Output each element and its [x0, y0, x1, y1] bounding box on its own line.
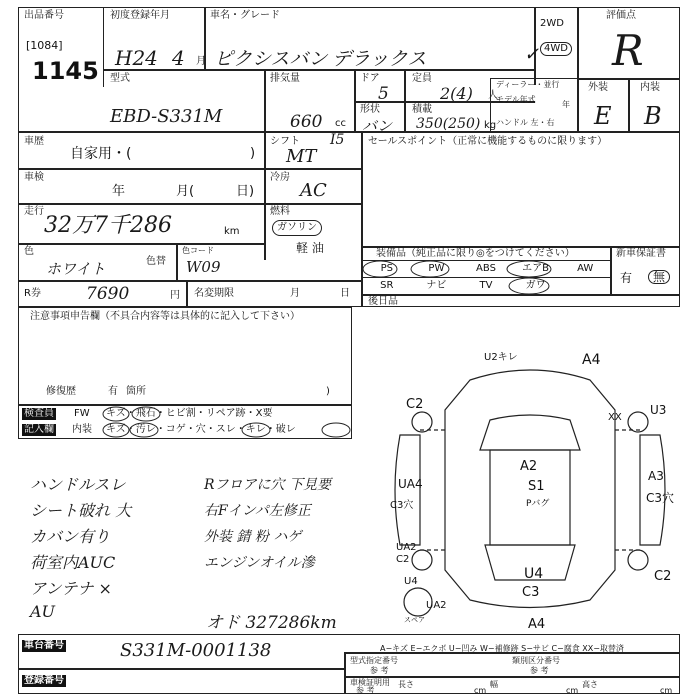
drive-check-mark: ✓ — [524, 44, 540, 65]
model-label: 型式 — [110, 73, 130, 84]
name-change-day: 日 — [340, 288, 350, 299]
aircon-label: 冷房 — [270, 172, 290, 183]
divider — [264, 69, 266, 132]
inspector-circles — [100, 404, 360, 440]
shift-value: MT — [286, 146, 317, 167]
lot-number: 1145 — [32, 57, 99, 85]
name-change-label: 名変期限 — [194, 288, 234, 299]
damage-mark: UA2 — [396, 542, 417, 553]
category-ref: 参 考 — [530, 666, 549, 675]
damage-mark: C3 — [522, 585, 540, 600]
chassis-label: 車台番号 — [24, 640, 64, 651]
damage-mark: XX — [608, 412, 622, 423]
repair-close: ) — [326, 386, 330, 397]
divider — [18, 243, 264, 245]
fuel-gasoline: ガソリン — [272, 220, 322, 236]
damage-mark: C3穴 — [390, 500, 414, 511]
history-close: ) — [250, 146, 256, 161]
notes-label: 注意事項申告欄（不具合内容等は具体的に記入して下さい） — [30, 311, 300, 322]
displacement-unit: cc — [335, 118, 346, 129]
load-label: 積載 — [412, 104, 432, 115]
post-day-label: 後日品 — [368, 296, 398, 307]
equipment-item: PW — [428, 263, 445, 274]
width-unit: cm — [566, 686, 579, 695]
rating-value: R — [612, 26, 644, 75]
handle-label: ハンドル 左・右 — [496, 118, 555, 127]
divider — [344, 652, 680, 654]
capacity-label: 定員 — [412, 73, 432, 84]
color-code-label: 色コード — [182, 246, 214, 255]
divider — [264, 132, 266, 260]
height-unit: cm — [660, 686, 673, 695]
color-value: ホワイト — [46, 260, 106, 278]
designation-ref: 参 考 — [370, 666, 389, 675]
registration-month-unit: 月 — [196, 56, 206, 67]
repaint-label: 色替 — [146, 256, 166, 267]
equipment-item: PS — [380, 263, 393, 274]
reg-number-label: 登録番号 — [24, 675, 64, 686]
fw-label: FW — [74, 408, 90, 419]
sales-point-label: セールスポイント（正常に機能するものに限ります） — [368, 136, 608, 147]
divider — [404, 101, 406, 132]
capacity-value: 2(4) — [440, 84, 473, 103]
history-value: 自家用・( — [70, 146, 132, 162]
remark-line: Rフロアに穴 下見要 — [204, 477, 331, 493]
equipment-circles — [362, 258, 612, 296]
divider — [577, 7, 579, 132]
damage-mark: C2 — [396, 554, 410, 565]
inspection-label: 車検 — [24, 172, 44, 183]
interior-inspect-label: 内装 — [72, 424, 92, 435]
shift-label: シフト — [270, 136, 300, 147]
damage-diagram — [360, 340, 700, 630]
repair-has: 有 — [108, 386, 118, 397]
width-label: 幅 — [490, 680, 498, 689]
model-value: EBD-S331M — [110, 106, 223, 127]
remark-line: カバン有り — [30, 527, 111, 546]
body-shape-value: バン — [362, 117, 393, 135]
divider — [18, 280, 362, 282]
lot-label: 出品番号 — [24, 10, 64, 21]
divider — [344, 676, 680, 678]
divider — [404, 69, 406, 101]
damage-mark: A3 — [648, 469, 664, 483]
height-label: 高さ — [582, 680, 598, 689]
lot-code: [1084] — [26, 39, 63, 52]
history-label: 車歴 — [24, 136, 44, 147]
color-code-value: W09 — [186, 258, 221, 276]
vehicle-cert-ref: 参 考 — [356, 686, 375, 695]
car-name-label: 車名・グレード — [210, 10, 280, 21]
equipment-label: 装備品（純正品に限り◎をつけてください） — [376, 248, 575, 259]
exterior-grade: E — [594, 102, 612, 130]
odometer-note: オド 327286km — [206, 613, 337, 633]
damage-mark: A2 — [520, 459, 538, 474]
length-unit: cm — [474, 686, 487, 695]
load-unit: kg — [484, 120, 497, 131]
registration-label: 初度登録年月 — [110, 10, 170, 21]
exterior-label: 外装 — [588, 82, 608, 93]
equipment-item: ガワ — [525, 280, 546, 291]
designation-label: 型式指定番号 — [350, 656, 398, 665]
damage-mark: UA2 — [426, 600, 447, 611]
warranty-yes: 有 — [620, 271, 633, 285]
inspection-month: 月( — [176, 184, 195, 199]
drive-2wd: 2WD — [540, 18, 564, 29]
divider — [18, 168, 362, 170]
inspection-day: 日) — [236, 184, 255, 199]
model-year-unit: 年 — [562, 100, 570, 109]
recycle-value: 7690 — [86, 284, 130, 304]
inspector-label-2: 記入欄 — [24, 424, 54, 435]
damage-mark: U3 — [650, 403, 667, 417]
damage-mark: スペア — [404, 616, 425, 624]
interior-inspect-items: キズ・汚レ・コゲ・穴・スレ・キレ・破レ — [106, 424, 296, 435]
divider — [344, 652, 346, 694]
model-year-label: モデル年式 — [496, 95, 536, 104]
divider — [18, 203, 264, 205]
doors-value: 5 — [378, 84, 389, 104]
damage-mark: C2 — [654, 569, 672, 584]
inspector-label-1: 検査員 — [24, 408, 54, 419]
equipment-item: TV — [479, 280, 493, 291]
damage-legend: A−キズ E−エクボ U−凹み W−補修跡 S−サビ C−腐食 XX−取替済 — [380, 644, 624, 653]
damage-mark: UA4 — [398, 477, 423, 491]
damage-mark: Pバグ — [526, 499, 550, 509]
interior-label: 内装 — [640, 82, 660, 93]
divider — [104, 69, 535, 71]
recycle-label: R券 — [24, 288, 41, 299]
warranty-no: 無 — [648, 270, 670, 284]
displacement-value: 660 — [290, 112, 323, 132]
damage-mark: S1 — [528, 479, 545, 494]
capacity-unit: 人 — [488, 90, 498, 101]
body-shape-label: 形状 — [360, 104, 380, 115]
category-label: 類別区分番号 — [512, 656, 560, 665]
fuel-label: 燃料 — [270, 206, 290, 217]
warranty-label: 新車保証書 — [616, 248, 666, 259]
equipment-item: エアB — [522, 263, 550, 274]
doors-label: ドア — [360, 73, 380, 84]
repair-section: 箇所 — [126, 386, 146, 397]
bottom-grid — [18, 634, 680, 694]
divider — [186, 280, 188, 307]
fuel-diesel: 軽 油 — [296, 241, 324, 255]
registration-year: H24 — [115, 46, 158, 70]
remark-line: アンテナ × — [30, 579, 112, 598]
damage-marks — [390, 352, 674, 630]
remark-line: 外装 錆 粉 ハゲ — [204, 529, 302, 545]
interior-grade: B — [644, 102, 662, 130]
shift-speed: I5 — [330, 132, 345, 148]
rating-label: 評価点 — [606, 10, 636, 21]
divider — [176, 243, 178, 280]
damage-mark: U2キレ — [484, 352, 518, 363]
fw-items: キズ・飛石・ヒビ割・リペア跡・X要 — [106, 408, 273, 419]
remark-line: ハンドルスレ — [30, 475, 126, 494]
damage-mark: C3穴 — [646, 491, 675, 505]
damage-mark: A4 — [582, 352, 601, 368]
chassis-value: S331M-0001138 — [120, 640, 272, 661]
divider — [18, 668, 344, 670]
name-change-month: 月 — [290, 288, 300, 299]
remark-line: エンジンオイル滲 — [204, 555, 315, 571]
repair-label: 修復歴 — [46, 386, 76, 397]
mileage-label: 走行 — [24, 206, 44, 217]
remarks-right — [204, 474, 331, 578]
inspection-year: 年 — [112, 184, 126, 199]
length-label: 長さ — [398, 680, 414, 689]
registration-month: 4 — [172, 46, 185, 70]
remark-line: シート破れ 大 — [30, 501, 132, 520]
recycle-unit: 円 — [170, 290, 180, 301]
drive-4wd: 4WD — [540, 42, 572, 56]
equipment-item: ABS — [476, 263, 496, 274]
damage-mark: U4 — [524, 566, 544, 582]
car-name: ピクシスバン — [214, 48, 328, 70]
mileage-unit: km — [224, 226, 240, 237]
car-grade: デラックス — [332, 48, 427, 70]
aircon-value: AC — [300, 180, 327, 201]
vehicle-cert-label: 車検証明用 — [350, 678, 390, 687]
damage-mark: A4 — [528, 617, 546, 630]
mileage-value: 32万7千286 — [44, 213, 172, 238]
divider — [628, 78, 630, 132]
divider — [204, 7, 206, 69]
remark-line: AU — [30, 602, 56, 621]
remark-line: 右Fインパ左修正 — [204, 503, 311, 519]
equipment-item: AW — [577, 263, 594, 274]
equipment-item: ナビ — [426, 280, 447, 291]
dealer-label: ディーラー・並行 — [496, 80, 560, 89]
divider — [264, 203, 362, 205]
displacement-label: 排気量 — [270, 73, 300, 84]
color-label: 色 — [24, 246, 34, 257]
damage-mark: C2 — [406, 397, 424, 412]
remarks-left — [30, 472, 131, 628]
load-value: 350(250) — [416, 116, 481, 132]
remark-line: 荷室内AUC — [30, 553, 116, 572]
equipment-item: SR — [380, 280, 394, 291]
damage-mark: U4 — [404, 576, 418, 587]
